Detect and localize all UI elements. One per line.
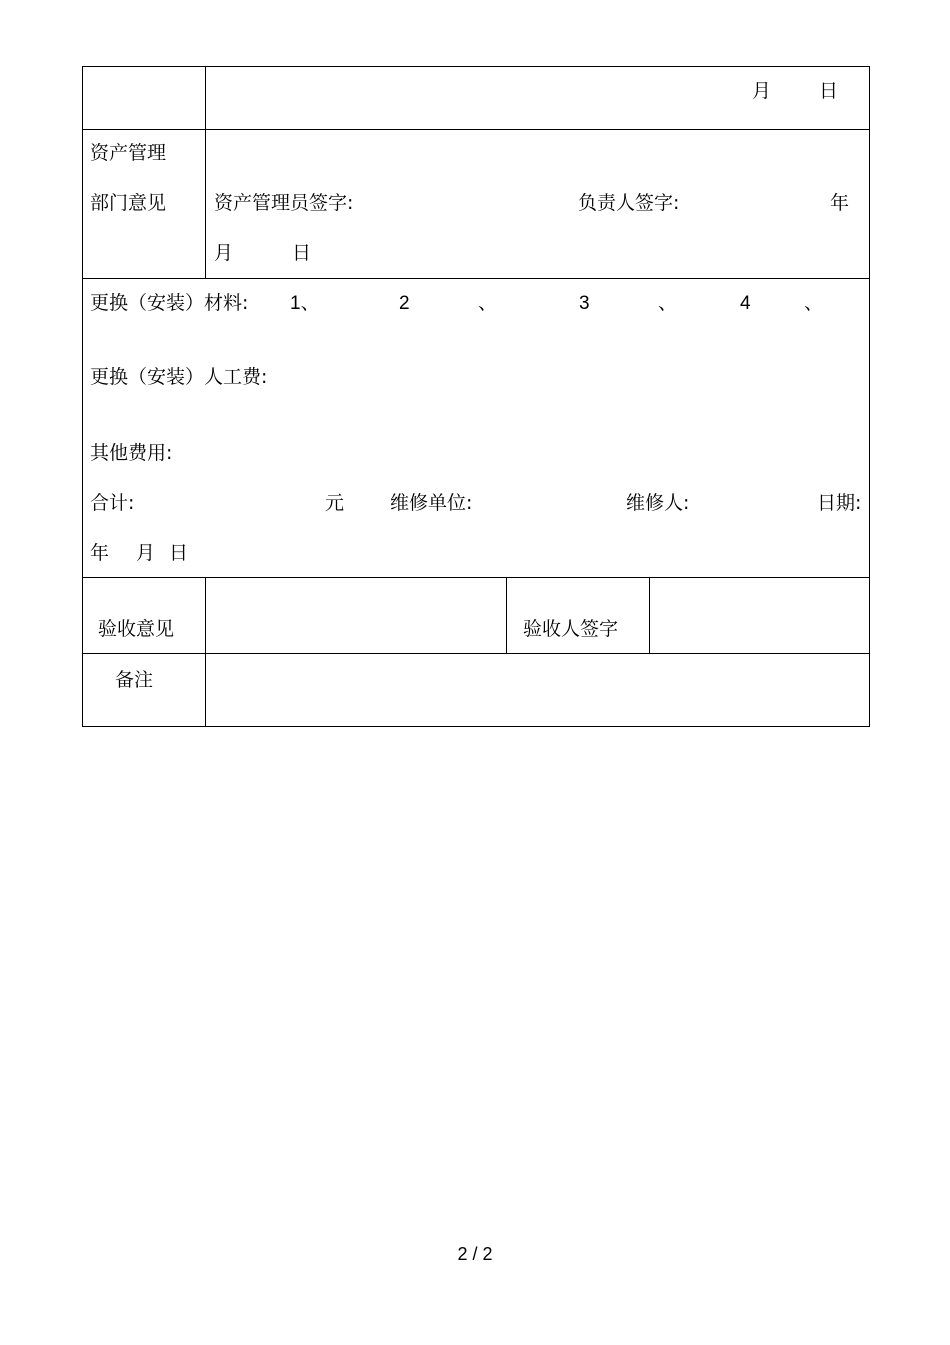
total-label: 合计: — [90, 492, 135, 514]
date-month: 月 — [752, 80, 772, 102]
table-border-top — [82, 66, 870, 67]
asset-dept-month: 月 — [214, 242, 234, 264]
repair-date-label: 日期: — [817, 492, 862, 514]
row-divider — [82, 129, 870, 130]
table-border-right — [869, 66, 870, 727]
repairer-label: 维修人: — [626, 492, 690, 514]
column-divider — [205, 577, 206, 727]
material-separator: 、 — [478, 292, 498, 314]
date-day: 日 — [819, 80, 839, 102]
column-divider — [205, 66, 206, 278]
material-separator: 、 — [804, 292, 824, 314]
head-signature-label: 负责人签字: — [578, 192, 680, 214]
row-divider — [82, 577, 870, 578]
material-item-4: 4 — [740, 293, 751, 314]
material-item-2: 2 — [399, 293, 410, 314]
asset-dept-label-line1: 资产管理 — [90, 142, 167, 164]
acceptance-signer-label: 验收人签字 — [523, 618, 619, 640]
materials-label: 更换（安装）材料: — [90, 292, 249, 314]
material-item-1: 1、 — [290, 293, 320, 314]
page-number: 2 / 2 — [457, 1244, 493, 1264]
material-item-3: 3 — [579, 293, 590, 314]
repair-day: 日 — [169, 542, 189, 564]
asset-dept-year: 年 — [830, 192, 850, 214]
table-border-bottom — [82, 726, 870, 727]
acceptance-opinion-label: 验收意见 — [98, 618, 175, 640]
remarks-label: 备注 — [115, 669, 154, 691]
repair-unit-label: 维修单位: — [390, 492, 473, 514]
admin-signature-label: 资产管理员签字: — [214, 192, 354, 214]
other-cost-label: 其他费用: — [90, 442, 173, 464]
column-divider — [506, 577, 507, 653]
row-divider — [82, 653, 870, 654]
column-divider — [649, 577, 650, 653]
table-border-left — [82, 66, 83, 727]
yuan-unit: 元 — [325, 492, 345, 514]
labor-cost-label: 更换（安装）人工费: — [90, 366, 268, 388]
repair-year: 年 — [90, 542, 110, 564]
row-divider — [82, 278, 870, 279]
form-table — [82, 66, 870, 726]
asset-dept-day: 日 — [292, 242, 312, 264]
repair-month: 月 — [136, 542, 156, 564]
asset-dept-label-line2: 部门意见 — [90, 192, 167, 214]
material-separator: 、 — [658, 292, 678, 314]
